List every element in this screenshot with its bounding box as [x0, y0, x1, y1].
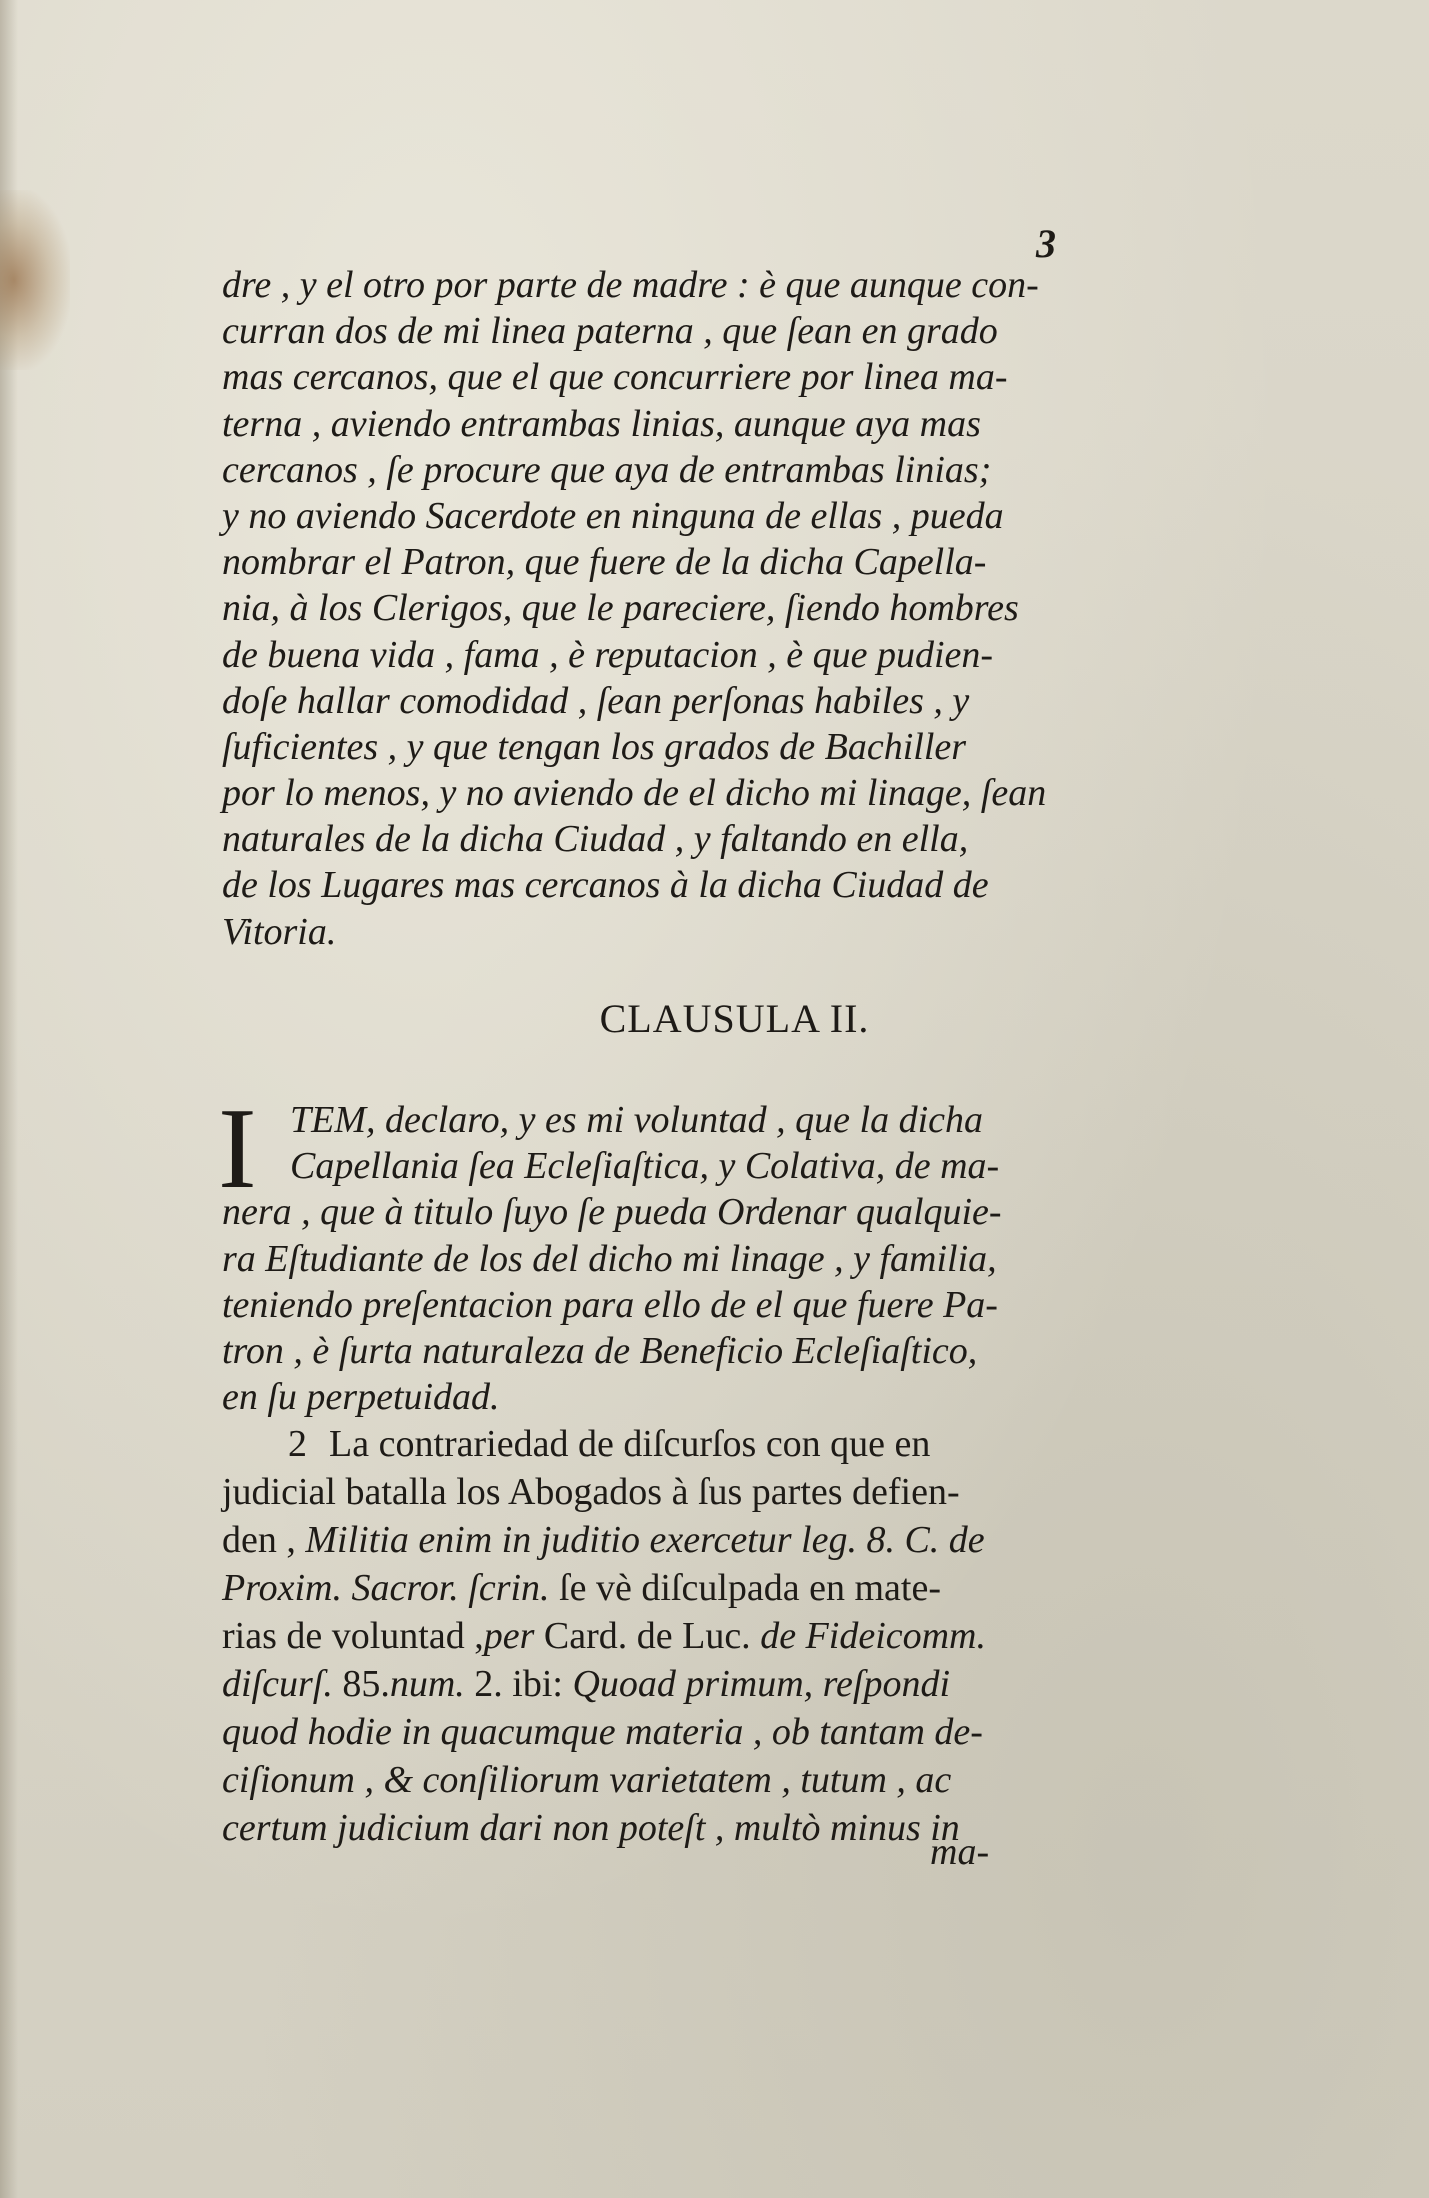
catchword: ma-	[930, 1831, 990, 1873]
text-fragment: rias de voluntad ,	[222, 1615, 484, 1657]
text-line: nombrar el Patron, que fuere de la dicha Capella-	[222, 541, 987, 584]
text-line: tron , è ſurta naturaleza de Beneficio Ecleſiaſtico,	[222, 1329, 978, 1372]
text-fragment: La contrariedad de diſcurſos con que en	[329, 1423, 931, 1465]
citation-fragment: Proxim. Sacror. ſcrin.	[222, 1567, 550, 1609]
commentary-paragraph	[222, 1420, 1072, 1852]
page-number: 3	[1036, 221, 1056, 266]
text-fragment: den ,	[222, 1519, 296, 1561]
text-line: de buena vida , fama , è reputacion , è que pudien-	[222, 633, 994, 676]
text-line: por lo menos, y no aviendo de el dicho mi linage, ſean	[222, 772, 1047, 815]
citation-fragment: de Fideicomm.	[760, 1615, 986, 1657]
text-line: de los Lugares mas cercanos à la dicha Ciudad de	[222, 864, 989, 907]
text-line: teniendo preſentacion para ello de el que fuere Pa-	[222, 1283, 998, 1326]
drop-cap: I	[218, 1085, 257, 1213]
text-line: y no aviendo Sacerdote en ninguna de ellas , pueda	[222, 494, 1004, 537]
text-line: doſe hallar comodidad , ſean perſonas habiles , y	[222, 679, 970, 722]
paper-stain	[0, 190, 70, 370]
clause-2-text	[218, 1085, 1072, 1420]
text-line	[222, 1564, 1072, 1612]
text-fragment: Card. de Luc.	[543, 1615, 751, 1657]
clause-1-text	[222, 262, 1072, 955]
text-line: certum judicium dari non poteſt , multò minus in	[222, 1807, 960, 1849]
clause-heading: CLAUSULA II.	[599, 996, 870, 1041]
text-fragment: 2. ibi:	[474, 1663, 563, 1705]
text-line: ſuficientes , y que tengan los grados de Bachiller	[222, 725, 967, 768]
text-line	[222, 1660, 1072, 1708]
text-fragment: ſe vè diſculpada en mate-	[559, 1567, 941, 1609]
text-line: mas cercanos, que el que concurriere por linea ma-	[222, 356, 1008, 399]
citation-fragment: num.	[389, 1663, 465, 1705]
text-line: dre , y el otro por parte de madre : è que aunque con-	[222, 264, 1039, 306]
text-line: curran dos de mi linea paterna , que ſean en grado	[222, 310, 998, 353]
text-line: terna , aviendo entrambas linias, aunque aya mas	[222, 402, 981, 445]
text-line: ciſionum , & conſiliorum varietatem , tutum , ac	[222, 1759, 952, 1801]
text-line: en ſu perpetuidad.	[222, 1376, 500, 1419]
text-line: judicial batalla los Abogados à ſus partes defien-	[222, 1471, 960, 1513]
text-line: naturales de la dicha Ciudad , y faltando en ella,	[222, 818, 969, 861]
text-line: nera , que à titulo ſuyo ſe pueda Ordenar qualquie-	[222, 1191, 1002, 1234]
text-line: Capellania ſea Ecleſiaſtica, y Colativa, de ma-	[290, 1145, 1000, 1188]
paragraph-number: 2	[288, 1423, 307, 1465]
text-line: cercanos , ſe procure que aya de entrambas linias;	[222, 448, 992, 491]
text-line	[222, 1612, 1072, 1660]
text-line: nia, à los Clerigos, que le pareciere, ſiendo hombres	[222, 587, 1019, 630]
text-line: Vitoria.	[222, 910, 337, 953]
citation-fragment: Militia enim in juditio exercetur leg. 8. C. de	[305, 1519, 985, 1561]
text-line	[222, 1516, 1072, 1564]
text-line	[222, 1420, 1072, 1468]
text-fragment: 85.	[342, 1663, 390, 1705]
text-line: quod hodie in quacumque materia , ob tantam de-	[222, 1711, 983, 1753]
citation-fragment: per	[483, 1615, 535, 1657]
citation-fragment: diſcurſ.	[222, 1663, 333, 1705]
text-line: ra Eſtudiante de los del dicho mi linage , y familia,	[222, 1237, 997, 1280]
citation-fragment: Quoad primum, reſpondi	[572, 1663, 951, 1705]
text-line: TEM, declaro, y es mi voluntad , que la dicha	[290, 1099, 984, 1141]
